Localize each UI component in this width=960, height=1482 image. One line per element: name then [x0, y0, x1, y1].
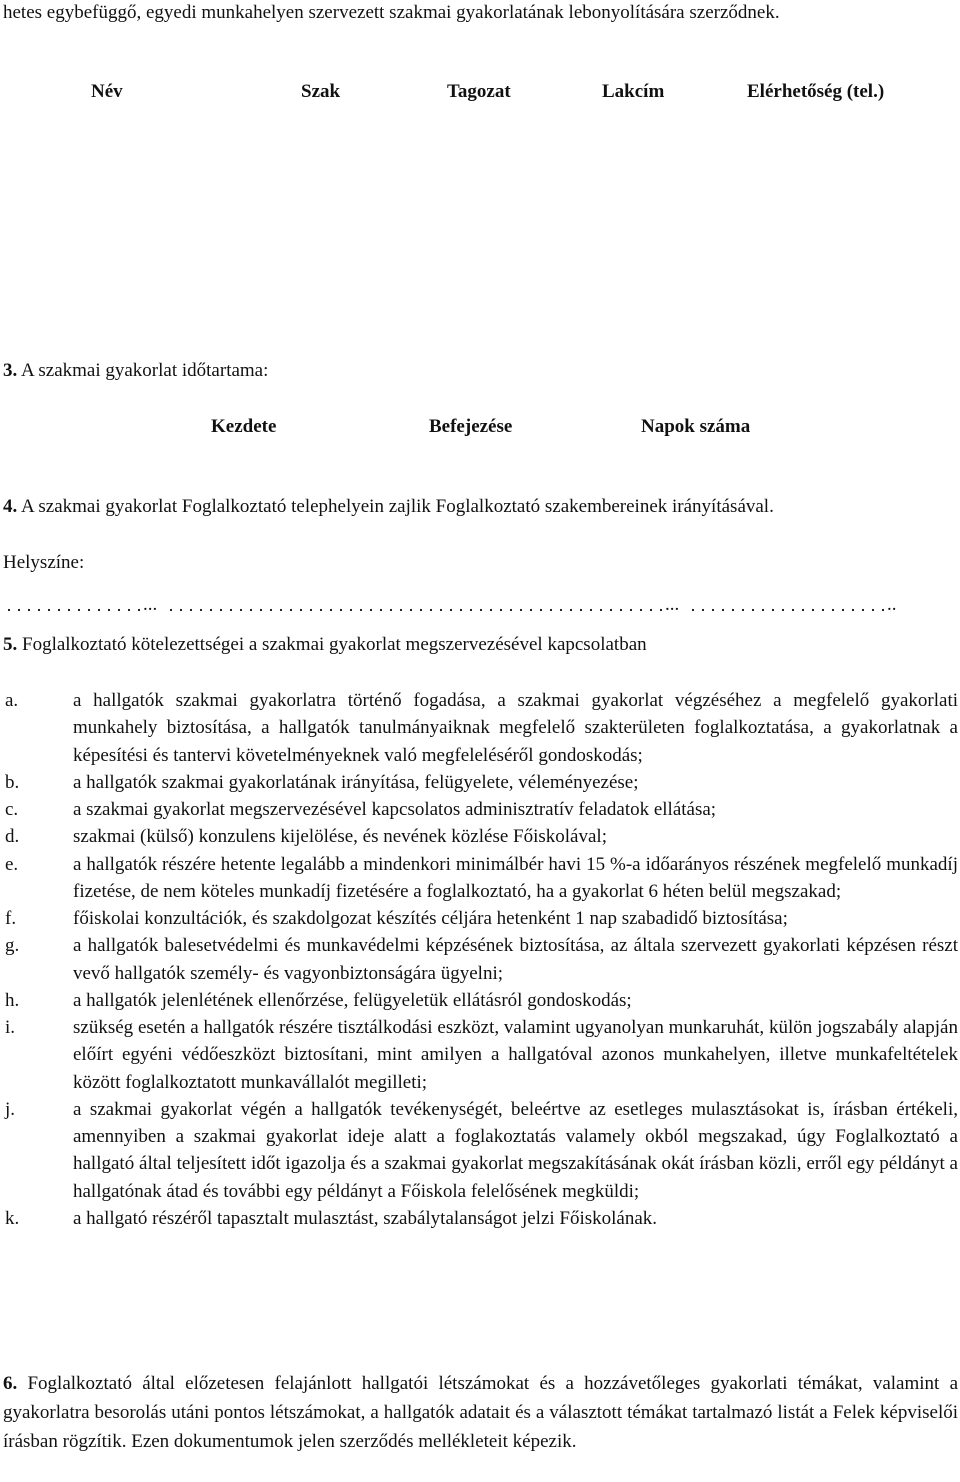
list-marker: i. [5, 1017, 16, 1038]
location-fill-line [3, 590, 957, 616]
list-item [3, 851, 958, 906]
header-name: Név [91, 81, 123, 102]
list-item-text: a hallgatók jelenlétének ellenőrzése, felügyeletük ellátásról gondoskodás; [73, 989, 632, 1011]
list-item [3, 769, 958, 796]
section-number: 3. [3, 360, 18, 381]
period-end-header: Befejezése [429, 416, 513, 437]
list-item-text: a szakmai gyakorlat megszervezésével kapcsolatos adminisztratív feladatok ellátása; [73, 799, 717, 820]
list-item [3, 823, 958, 850]
list-marker: e. [5, 853, 19, 875]
period-start-header: Kezdete [211, 416, 277, 437]
header-major: Szak [301, 81, 341, 102]
list-item-text: szükség esetén a hallgatók részére tisztálkodási eszközt, valamint ugyanolyan munkaruhát, külön jogszabály alapján előírt egyéni védőeszközt biztosítani, mint amilyen a hallgatóval azonos munkahelyen, illetve munkafeltételek között foglalkoztatott munkavállalót megilleti; [73, 1017, 958, 1093]
list-item [3, 905, 958, 932]
list-marker: c. [5, 799, 19, 820]
section-text: Foglalkoztató által előzetesen felajánlott hallgatói létszámokat és a hozzávetőleges gyakorlati témákat, valamint a gyakorlatra besorolás utáni pontos létszámokat, a hallgatók adatait és a választott témákat tartalmazó listát a Felek képviselői írásban rögzítik. Ezen dokumentumok jelen szerződés mellékleteit képezik. [3, 1373, 958, 1452]
section-6-paragraph [3, 1369, 958, 1456]
section-5-heading [3, 632, 647, 658]
list-marker: a. [5, 690, 19, 711]
dots-segment-1: ... [143, 594, 158, 615]
list-item [3, 687, 958, 769]
obligations-list [3, 687, 958, 1232]
list-item [3, 1205, 958, 1232]
dots-segment-2: ... [665, 594, 680, 615]
section-title: Foglalkoztató kötelezettségei a szakmai gyakorlat megszervezésével kapcsolatban [17, 634, 647, 655]
list-marker: k. [5, 1207, 20, 1229]
section-title: A szakmai gyakorlat időtartama: [17, 360, 269, 381]
list-item-text: a hallgató részéről tapasztalt mulasztást, szabálytalanságot jelzi Főiskolának. [73, 1207, 658, 1229]
section-number: 4. [3, 496, 18, 517]
intro-paragraph: hetes egybefüggő, egyedi munkahelyen szervezett szakmai gyakorlatának lebonyolítására szerződnek. [3, 2, 780, 23]
location-label: Helyszíne: [3, 552, 85, 573]
list-item [3, 796, 958, 823]
list-item-text: a szakmai gyakorlat végén a hallgatók tevékenységét, beleértve az esetleges mulasztásokat is, írásban értékeli, amennyiben a szakmai gyakorlat ideje alatt a foglakoztatás valamely okból megszakad, úgy Foglalkoztató a hallgató által teljesített időt igazolja és a szakmai gyakorlat megszakításának okát írásban közli, erről egy példányt a hallgatónak átad és további egy példányt a Főiskola felelősének megküldi; [73, 1098, 958, 1202]
list-item-text: főiskolai konzultációk, és szakdolgozat készítés céljára hetenként 1 nap szabadidő biztosítása; [73, 908, 788, 929]
section-4-paragraph [3, 492, 957, 521]
section-number: 6. [3, 1373, 18, 1394]
list-marker: h. [5, 989, 20, 1011]
list-item-text: szakmai (külső) konzulens kijelölése, és nevének közlése Főiskolával; [73, 826, 607, 848]
list-item [3, 1014, 958, 1096]
list-marker: d. [5, 826, 20, 848]
header-address: Lakcím [602, 81, 665, 102]
list-item-text: a hallgatók részére hetente legalább a mindenkori minimálbér havi 15 %-a időarányos részének megfelelő munkadíj fizetése, de nem köteles munkadíj fizetésére a foglalkoztató, ha a gyakorlat 6 héten belül megszakad; [73, 853, 958, 902]
list-item-text: a hallgatók szakmai gyakorlatra történő fogadása, a szakmai gyakorlat végzéséhez a megfelelő gyakorlati munkahely biztosítása, a hallgatók tanulmányaiknak megfelelő szakterületen foglalkoztatása, a gyakorlatnak a képesítési és tantervi követelményeknek való megfeleléséről gondoskodás; [73, 690, 958, 766]
section-number: 5. [3, 634, 18, 655]
list-marker: b. [5, 771, 20, 793]
header-mode: Tagozat [447, 81, 511, 102]
dots-segment-3: .. [887, 594, 897, 615]
section-text: A szakmai gyakorlat Foglalkoztató telephelyein zajlik Foglalkoztató szakembereinek irányításával. [17, 496, 774, 517]
list-item [3, 932, 958, 987]
header-contact: Elérhetőség (tel.) [747, 81, 885, 102]
list-item [3, 987, 958, 1014]
list-item-text: a hallgatók szakmai gyakorlatának irányítása, felügyelete, véleményezése; [73, 771, 639, 793]
period-days-header: Napok száma [641, 416, 751, 437]
section-3-heading [3, 358, 268, 384]
list-marker: g. [5, 935, 20, 957]
list-marker: j. [5, 1098, 16, 1120]
list-item [3, 1096, 958, 1205]
list-item-text: a hallgatók balesetvédelmi és munkavédelmi képzésének biztosítása, az általa szervezett gyakorlati képzésen részt vevő hallgatók személy- és vagyonbiztonságára ügyelni; [73, 935, 958, 984]
list-marker: f. [5, 908, 17, 929]
